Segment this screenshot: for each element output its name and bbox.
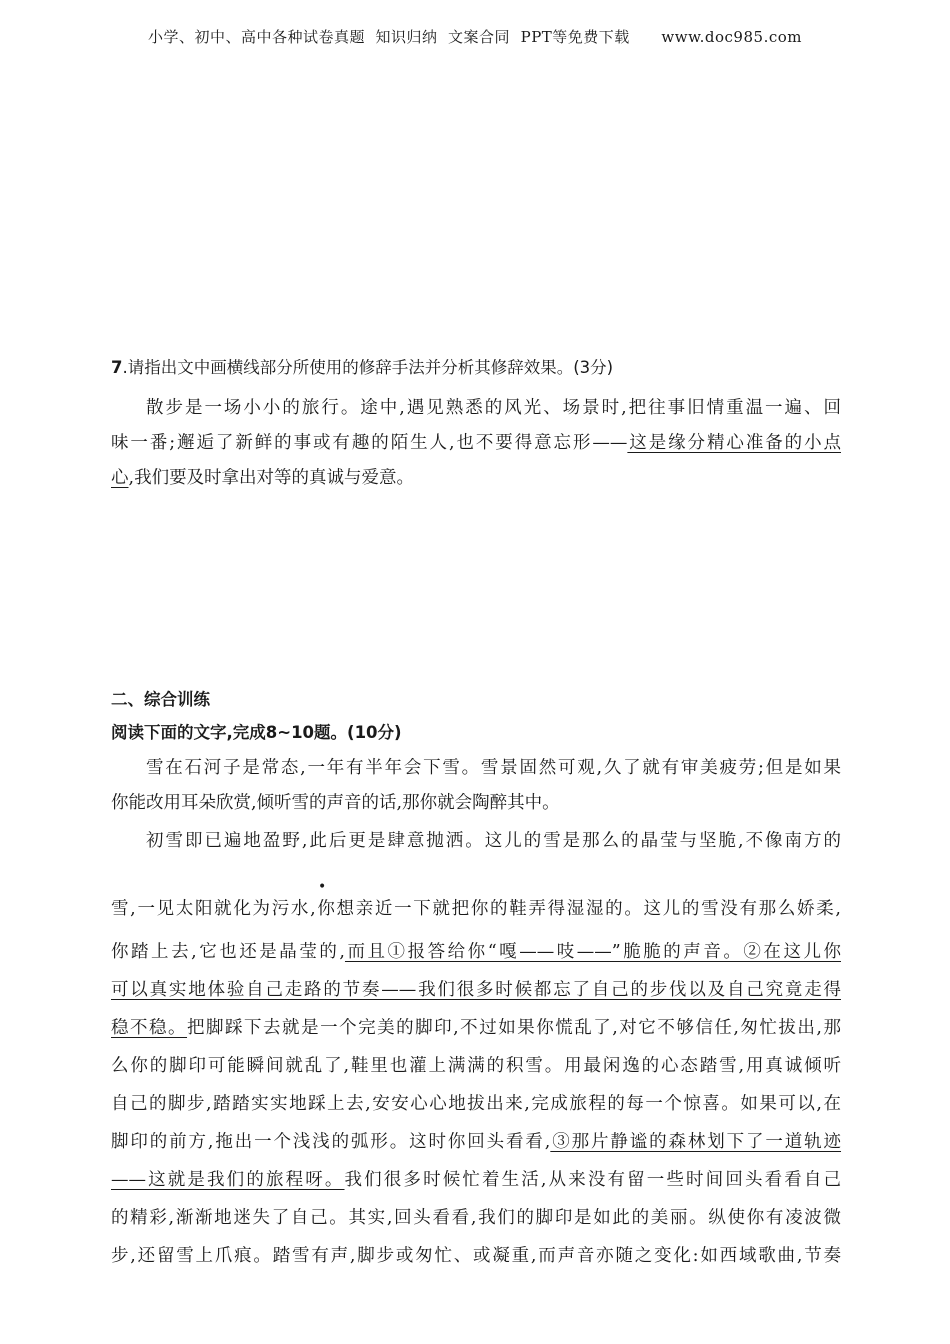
section-instruction: 阅读下面的文字,完成8~10题。(10分): [111, 723, 402, 742]
passage-underlined-text: 稳不稳。: [111, 1018, 188, 1038]
q7-text: 味一番;邂逅了新鲜的事或有趣的陌生人,也不要得意忘形——: [111, 433, 628, 453]
passage-line: 自己的脚步,踏踏实实地踩上去,安安心心地拔出来,完成旅程的每一个惊喜。如果可以,在: [111, 1094, 841, 1114]
passage-line: 初雪即已遍地盈野,此后更是肆意抛洒。这儿的雪是那么的晶莹与坚脆,不像南方的: [146, 831, 841, 851]
q7-underlined-text: 心: [111, 468, 129, 488]
passage-underlined-text: 而且①报答给你“嘎——吱——”脆脆的声音。②在这儿你: [344, 942, 841, 962]
question-number: 7: [111, 358, 123, 377]
q7-passage-line: 散步是一场小小的旅行。途中,遇见熟悉的风光、场景时,把往事旧情重温一遍、回: [146, 398, 841, 418]
q7-text: ,我们要及时拿出对等的真诚与爱意。: [128, 468, 415, 488]
q7-passage-line: [111, 466, 841, 490]
passage-line: 步,还留雪上爪痕。踏雪有声,脚步或匆忙、或凝重,而声音亦随之变化:如西域歌曲,节奏: [111, 1246, 841, 1266]
passage-line: [111, 1016, 841, 1040]
passage-underlined-text: ——这就是我们的旅程呀。: [111, 1170, 345, 1190]
passage-line: [111, 1168, 841, 1192]
passage-underlined-text: ③那片静谧的森林划下了一道轨迹: [550, 1132, 842, 1152]
section-heading: 二、综合训练: [111, 690, 210, 709]
passage-line: 雪在石河子是常态,一年有半年会下雪。雪景固然可观,久了就有审美疲劳;但是如果: [146, 758, 841, 778]
passage-line: [111, 1130, 841, 1154]
passage-line: 雪,一见太阳就化为污水,你想亲近一下就把你的鞋弄得湿湿的。这儿的雪没有那么娇柔,: [111, 899, 841, 919]
q7-underlined-text: 这是缘分精心准备的小点: [627, 433, 841, 453]
passage-line: 可以真实地体验自己走路的节奏——我们很多时候都忘了自己的步伐以及自己究竟走得: [111, 980, 841, 1000]
question-7-title: [111, 356, 841, 380]
passage-text: 把脚踩下去就是一个完美的脚印,不过如果你慌乱了,对它不够信任,匆忙拔出,那: [187, 1018, 842, 1038]
passage-line: 么你的脚印可能瞬间就乱了,鞋里也灌上满满的积雪。用最闲逸的心态踏雪,用真诚倾听: [111, 1056, 841, 1076]
passage-text: 你踏上去,它也还是晶莹的,: [111, 942, 345, 962]
passage-text: 脚印的前方,拖出一个浅浅的弧形。这时你回头看看,: [111, 1132, 551, 1152]
emphasis-dot-mark: •: [318, 879, 327, 895]
question-text: .请指出文中画横线部分所使用的修辞手法并分析其修辞效果。(3分): [122, 358, 614, 377]
passage-line: [111, 940, 841, 964]
q7-passage-line: [111, 431, 841, 455]
passage-line: 你能改用耳朵欣赏,倾听雪的声音的话,那你就会陶醉其中。: [111, 793, 560, 813]
page-header: 小学、初中、高中各种试卷真题 知识归纳 文案合同 PPT等免费下载 www.doc985.com: [147, 28, 802, 46]
passage-text: 我们很多时候忙着生活,从来没有留一些时间回头看看自己: [344, 1170, 842, 1190]
passage-line: 的精彩,渐渐地迷失了自己。其实,回头看看,我们的脚印是如此的美丽。纵使你有凌波微: [111, 1208, 841, 1228]
